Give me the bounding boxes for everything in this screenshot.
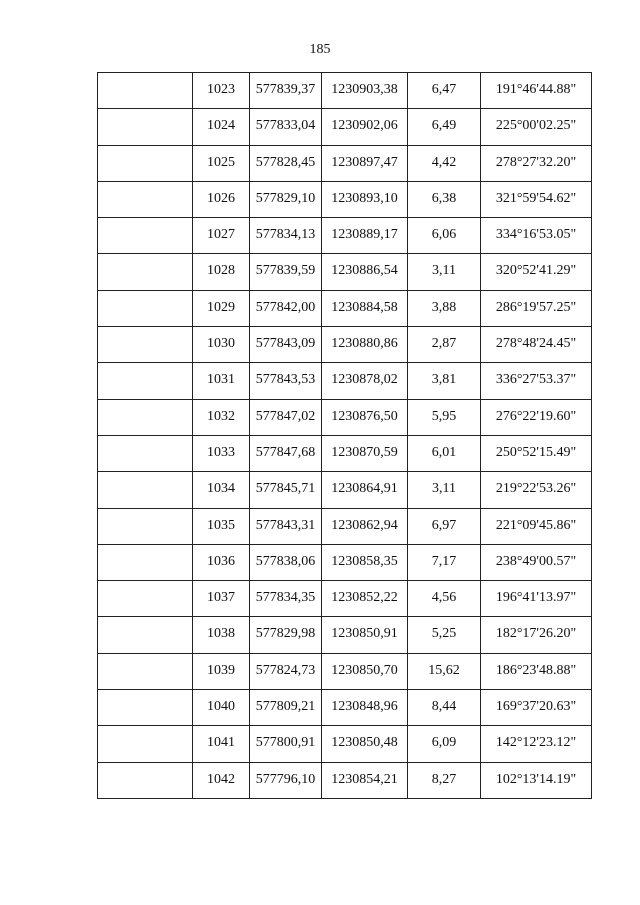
y-coordinate-cell: 1230897,47 xyxy=(322,145,408,181)
x-coordinate-cell: 577839,37 xyxy=(250,73,322,109)
x-coordinate-cell: 577834,13 xyxy=(250,218,322,254)
y-coordinate-cell: 1230850,70 xyxy=(322,653,408,689)
point-number-cell: 1040 xyxy=(193,690,250,726)
section-cell xyxy=(98,762,193,798)
bearing-cell: 169°37'20.63" xyxy=(481,690,592,726)
bearing-cell: 286°19'57.25" xyxy=(481,290,592,326)
table-row xyxy=(98,472,592,508)
table-row xyxy=(98,435,592,471)
x-coordinate-cell: 577842,00 xyxy=(250,290,322,326)
bearing-cell: 321°59'54.62" xyxy=(481,181,592,217)
section-cell xyxy=(98,218,193,254)
x-coordinate-cell: 577824,73 xyxy=(250,653,322,689)
x-coordinate-cell: 577829,98 xyxy=(250,617,322,653)
table-body xyxy=(98,73,592,799)
bearing-cell: 182°17'26.20" xyxy=(481,617,592,653)
bearing-cell: 225°00'02.25" xyxy=(481,109,592,145)
point-number-cell: 1026 xyxy=(193,181,250,217)
distance-cell: 3,88 xyxy=(408,290,481,326)
section-cell xyxy=(98,254,193,290)
table-row xyxy=(98,145,592,181)
distance-cell: 5,25 xyxy=(408,617,481,653)
y-coordinate-cell: 1230852,22 xyxy=(322,581,408,617)
table-row xyxy=(98,726,592,762)
point-number-cell: 1028 xyxy=(193,254,250,290)
y-coordinate-cell: 1230862,94 xyxy=(322,508,408,544)
page-number: 185 xyxy=(309,42,331,57)
x-coordinate-cell: 577847,02 xyxy=(250,399,322,435)
bearing-cell: 278°48'24.45" xyxy=(481,327,592,363)
section-cell xyxy=(98,181,193,217)
point-number-cell: 1041 xyxy=(193,726,250,762)
y-coordinate-cell: 1230854,21 xyxy=(322,762,408,798)
point-number-cell: 1025 xyxy=(193,145,250,181)
point-number-cell: 1033 xyxy=(193,435,250,471)
point-number-cell: 1038 xyxy=(193,617,250,653)
x-coordinate-cell: 577834,35 xyxy=(250,581,322,617)
section-cell xyxy=(98,109,193,145)
point-number-cell: 1039 xyxy=(193,653,250,689)
distance-cell: 6,06 xyxy=(408,218,481,254)
x-coordinate-cell: 577809,21 xyxy=(250,690,322,726)
point-number-cell: 1029 xyxy=(193,290,250,326)
x-coordinate-cell: 577839,59 xyxy=(250,254,322,290)
point-number-cell: 1030 xyxy=(193,327,250,363)
table-row xyxy=(98,690,592,726)
y-coordinate-cell: 1230902,06 xyxy=(322,109,408,145)
y-coordinate-cell: 1230864,91 xyxy=(322,472,408,508)
point-number-cell: 1027 xyxy=(193,218,250,254)
x-coordinate-cell: 577843,09 xyxy=(250,327,322,363)
y-coordinate-cell: 1230880,86 xyxy=(322,327,408,363)
distance-cell: 6,47 xyxy=(408,73,481,109)
y-coordinate-cell: 1230850,48 xyxy=(322,726,408,762)
section-cell xyxy=(98,399,193,435)
y-coordinate-cell: 1230903,38 xyxy=(322,73,408,109)
bearing-cell: 102°13'14.19" xyxy=(481,762,592,798)
distance-cell: 6,01 xyxy=(408,435,481,471)
bearing-cell: 250°52'15.49" xyxy=(481,435,592,471)
distance-cell: 8,27 xyxy=(408,762,481,798)
y-coordinate-cell: 1230850,91 xyxy=(322,617,408,653)
x-coordinate-cell: 577843,53 xyxy=(250,363,322,399)
point-number-cell: 1036 xyxy=(193,544,250,580)
table-row xyxy=(98,327,592,363)
y-coordinate-cell: 1230886,54 xyxy=(322,254,408,290)
x-coordinate-cell: 577828,45 xyxy=(250,145,322,181)
distance-cell: 7,17 xyxy=(408,544,481,580)
distance-cell: 8,44 xyxy=(408,690,481,726)
bearing-cell: 320°52'41.29" xyxy=(481,254,592,290)
y-coordinate-cell: 1230848,96 xyxy=(322,690,408,726)
distance-cell: 2,87 xyxy=(408,327,481,363)
point-number-cell: 1023 xyxy=(193,73,250,109)
section-cell xyxy=(98,435,193,471)
table-row xyxy=(98,581,592,617)
point-number-cell: 1042 xyxy=(193,762,250,798)
point-number-cell: 1035 xyxy=(193,508,250,544)
x-coordinate-cell: 577833,04 xyxy=(250,109,322,145)
bearing-cell: 334°16'53.05" xyxy=(481,218,592,254)
section-cell xyxy=(98,726,193,762)
bearing-cell: 196°41'13.97" xyxy=(481,581,592,617)
coordinates-table xyxy=(97,72,592,799)
section-cell xyxy=(98,363,193,399)
table-row xyxy=(98,73,592,109)
x-coordinate-cell: 577796,10 xyxy=(250,762,322,798)
distance-cell: 6,97 xyxy=(408,508,481,544)
distance-cell: 4,42 xyxy=(408,145,481,181)
section-cell xyxy=(98,617,193,653)
y-coordinate-cell: 1230876,50 xyxy=(322,399,408,435)
table-row xyxy=(98,254,592,290)
bearing-cell: 219°22'53.26" xyxy=(481,472,592,508)
y-coordinate-cell: 1230858,35 xyxy=(322,544,408,580)
y-coordinate-cell: 1230884,58 xyxy=(322,290,408,326)
bearing-cell: 278°27'32.20" xyxy=(481,145,592,181)
distance-cell: 4,56 xyxy=(408,581,481,617)
x-coordinate-cell: 577838,06 xyxy=(250,544,322,580)
distance-cell: 15,62 xyxy=(408,653,481,689)
x-coordinate-cell: 577843,31 xyxy=(250,508,322,544)
bearing-cell: 336°27'53.37" xyxy=(481,363,592,399)
section-cell xyxy=(98,544,193,580)
table-row xyxy=(98,617,592,653)
y-coordinate-cell: 1230893,10 xyxy=(322,181,408,217)
section-cell xyxy=(98,581,193,617)
table-row xyxy=(98,218,592,254)
table-row xyxy=(98,363,592,399)
x-coordinate-cell: 577847,68 xyxy=(250,435,322,471)
distance-cell: 3,11 xyxy=(408,254,481,290)
bearing-cell: 221°09'45.86" xyxy=(481,508,592,544)
section-cell xyxy=(98,472,193,508)
distance-cell: 6,09 xyxy=(408,726,481,762)
table-row xyxy=(98,544,592,580)
section-cell xyxy=(98,327,193,363)
distance-cell: 6,38 xyxy=(408,181,481,217)
table-row xyxy=(98,762,592,798)
section-cell xyxy=(98,290,193,326)
bearing-cell: 186°23'48.88" xyxy=(481,653,592,689)
y-coordinate-cell: 1230889,17 xyxy=(322,218,408,254)
bearing-cell: 191°46'44.88" xyxy=(481,73,592,109)
distance-cell: 5,95 xyxy=(408,399,481,435)
y-coordinate-cell: 1230870,59 xyxy=(322,435,408,471)
table-row xyxy=(98,290,592,326)
table-row xyxy=(98,399,592,435)
bearing-cell: 238°49'00.57" xyxy=(481,544,592,580)
x-coordinate-cell: 577845,71 xyxy=(250,472,322,508)
section-cell xyxy=(98,145,193,181)
bearing-cell: 142°12'23.12" xyxy=(481,726,592,762)
point-number-cell: 1032 xyxy=(193,399,250,435)
table-row xyxy=(98,109,592,145)
point-number-cell: 1031 xyxy=(193,363,250,399)
section-cell xyxy=(98,73,193,109)
y-coordinate-cell: 1230878,02 xyxy=(322,363,408,399)
table-row xyxy=(98,181,592,217)
section-cell xyxy=(98,653,193,689)
table-row xyxy=(98,508,592,544)
bearing-cell: 276°22'19.60" xyxy=(481,399,592,435)
point-number-cell: 1024 xyxy=(193,109,250,145)
distance-cell: 3,81 xyxy=(408,363,481,399)
point-number-cell: 1037 xyxy=(193,581,250,617)
distance-cell: 3,11 xyxy=(408,472,481,508)
section-cell xyxy=(98,690,193,726)
point-number-cell: 1034 xyxy=(193,472,250,508)
section-cell xyxy=(98,508,193,544)
x-coordinate-cell: 577829,10 xyxy=(250,181,322,217)
distance-cell: 6,49 xyxy=(408,109,481,145)
x-coordinate-cell: 577800,91 xyxy=(250,726,322,762)
table-row xyxy=(98,653,592,689)
